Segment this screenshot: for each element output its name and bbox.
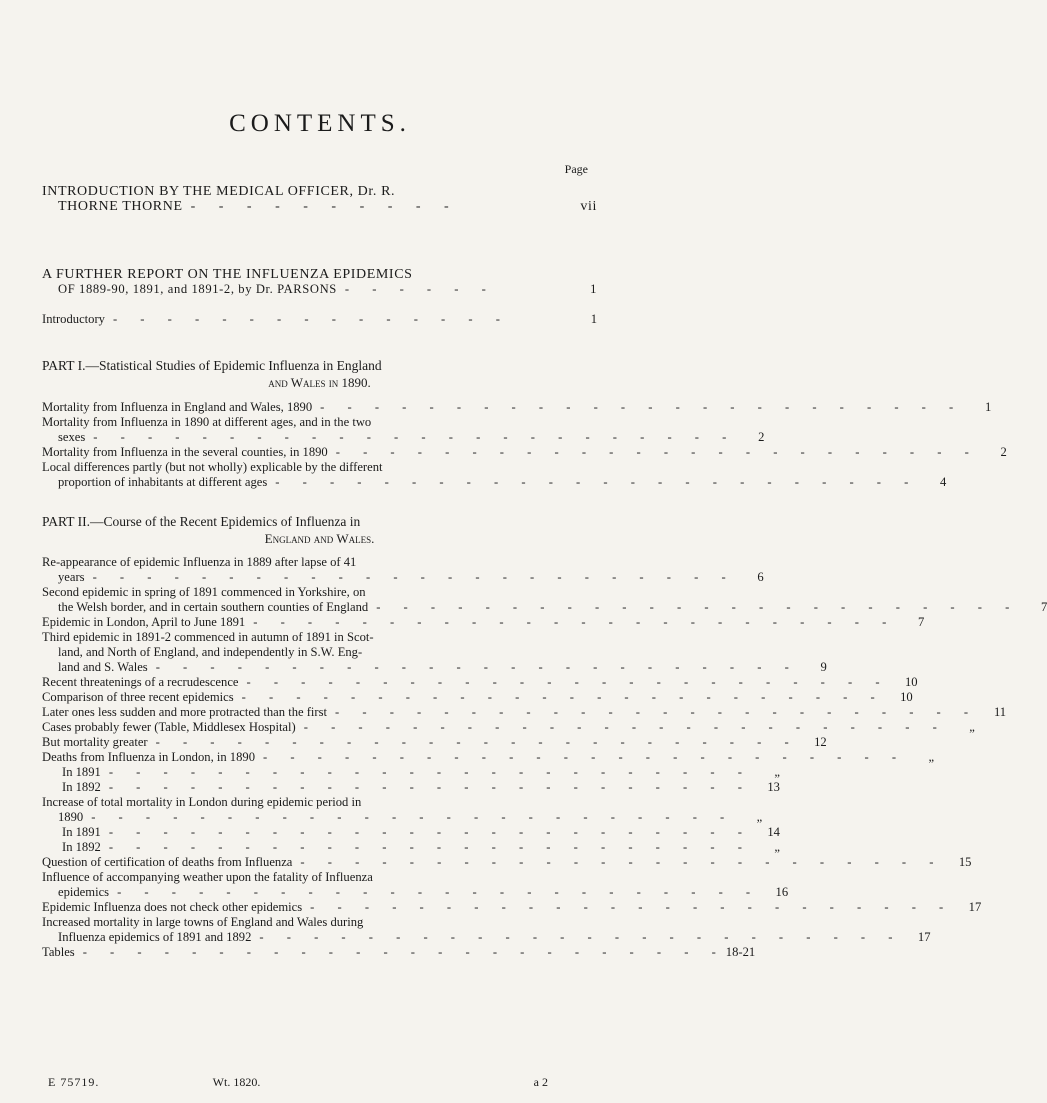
toc-entry-text: Second epidemic in spring of 1891 commenced in Yorkshire, on <box>42 585 366 599</box>
toc-entry-text: Cases probably fewer (Table, Middlesex Hospital) <box>42 720 296 734</box>
toc-entry-text: In 1892 <box>62 840 101 854</box>
toc-entry-text: In 1891 <box>62 825 101 839</box>
toc-entry-text: Mortality from Influenza in the several counties, in 1890 <box>42 445 328 459</box>
page-number: 4 <box>940 475 947 489</box>
leader-dots: - - - - - - - - - - - - - - - - - - - - - - - - <box>155 735 799 749</box>
toc-entry-text: Mortality from Influenza in England and Wales, 1890 <box>42 400 313 414</box>
toc-entry[interactable] <box>42 585 1047 615</box>
leader-dots: - - - - - - - - - - - - - - - - - - - - - - - - <box>93 430 737 444</box>
toc-entry-text: Epidemic Influenza does not check other epidemics <box>42 900 303 914</box>
leader-dots: - - - - - - - - - - - - - - - - - - - - - - - - <box>253 615 897 629</box>
page-title: CONTENTS. <box>229 110 411 137</box>
page-number: „ <box>969 720 975 734</box>
leader-dots: - - - - - - - - - - - - - - - <box>112 312 510 326</box>
toc-entry-text: Increased mortality in large towns of England and Wales during <box>42 915 364 929</box>
toc-entry-text: the Welsh border, and in certain southern counties of England <box>58 600 369 614</box>
page-number: 14 <box>767 825 780 839</box>
part2-subheading: England and Wales. <box>264 531 375 546</box>
part2-entries <box>42 555 1047 960</box>
intro-line1: INTRODUCTION BY THE MEDICAL OFFICER, Dr. R. <box>42 184 396 199</box>
part1-heading <box>42 357 597 391</box>
page-number: „ <box>756 810 763 824</box>
page-number: 2 <box>758 430 765 444</box>
footer-middle: Wt. 1820. <box>212 1075 261 1089</box>
leader-dots: - - - - - - - - - - - - - - - - - - - - - - - - <box>320 400 964 414</box>
leader-dots: - - - - - - - - - - - - - - - - - - - - - - - - <box>117 885 761 899</box>
toc-entry-introductory[interactable] <box>42 312 597 327</box>
page-number: vii <box>580 199 597 214</box>
toc-entry-introduction[interactable] <box>42 184 597 214</box>
leader-dots: - - - - - - - - - - - - - - - - - - - - - - - - <box>82 945 726 959</box>
toc-entry-text: Tables <box>42 945 75 959</box>
page-number: 1 <box>984 400 992 414</box>
toc-entry-text: Comparison of three recent epidemics <box>42 690 234 704</box>
page-footer <box>48 1075 548 1090</box>
page-number: 11 <box>993 705 1007 719</box>
page-number: 1 <box>590 282 597 296</box>
toc-entry[interactable] <box>42 765 780 780</box>
toc-entry-text: sexes <box>58 430 86 444</box>
leader-dots: - - - - - - - - - - - - - - - - - - - - - - - - <box>263 750 907 764</box>
toc-entry-text: proportion of inhabitants at different ages <box>58 475 268 489</box>
page-column-header: Page <box>564 162 588 176</box>
toc-entry[interactable] <box>42 855 972 870</box>
page-number: 1 <box>590 312 597 326</box>
leader-dots: - - - - - - - - - - - - - - - - - - - - - - - - <box>310 900 954 914</box>
page-number: „ <box>928 750 935 764</box>
toc-entry-text: 1890 <box>58 810 84 824</box>
footer-left: E 75719. <box>48 1075 100 1089</box>
leader-dots: - - - - - - - - - - - - - - - - - - - - - - - - <box>92 570 736 584</box>
toc-entry[interactable] <box>42 795 763 825</box>
page-number: 12 <box>814 735 827 749</box>
toc-entry[interactable] <box>42 415 765 445</box>
toc-entry-text: epidemics <box>58 885 110 899</box>
leader-dots: - - - - - - - - - - - - - - - - - - - - - - - - <box>108 840 752 854</box>
report-line1: A FURTHER REPORT ON THE INFLUENZA EPIDEMICS <box>42 267 413 282</box>
toc-entry[interactable] <box>42 780 780 795</box>
leader-dots: - - - - - - - - - - - - - - - - - - - - - - - - <box>108 780 752 794</box>
page-number: 15 <box>958 855 972 869</box>
intro-line2: THORNE THORNE <box>58 199 183 214</box>
toc-entry-text: years <box>58 570 85 584</box>
leader-dots: - - - - - - - - - - - - - - - - - - - - - - - - <box>259 930 903 944</box>
page-number: 18-21 <box>725 945 756 959</box>
toc-entry-text: land, and North of England, and independently in S.W. Eng- <box>58 645 363 659</box>
leader-dots: - - - - - - - - - - - - - - - - - - - - - - - - <box>275 475 919 489</box>
leader-dots: - - - - - - - - - - - - - - - - - - - - - - - - <box>108 765 752 779</box>
toc-entry[interactable] <box>42 825 780 840</box>
toc-entry[interactable] <box>42 915 931 945</box>
page-number: 6 <box>757 570 764 584</box>
toc-entry[interactable] <box>42 690 913 705</box>
page-number: „ <box>774 765 780 779</box>
toc-entry[interactable] <box>42 720 975 735</box>
toc-entry[interactable] <box>42 460 947 490</box>
leader-dots: - - - - - - - - - - - - - - - - - - - - - - - - <box>246 675 890 689</box>
toc-entry[interactable] <box>42 735 827 750</box>
toc-entry-text: Recent threatenings of a recrudescence <box>42 675 239 689</box>
page-number: 7 <box>1041 600 1047 614</box>
part2-heading-text: PART II.—Course of the Recent Epidemics of Influenza in <box>42 514 361 529</box>
toc-entry[interactable] <box>42 630 827 675</box>
leader-dots: - - - - - - - - - - - - - - - - - - - - - - - - <box>91 810 735 824</box>
toc-entry[interactable] <box>42 750 935 765</box>
footer-right: a 2 <box>533 1075 548 1089</box>
leader-dots: - - - - - - - - - - - - - - - - - - - - - - - - <box>241 690 885 704</box>
toc-entry[interactable] <box>42 870 789 900</box>
toc-entry-report[interactable] <box>42 267 597 297</box>
page-number: 10 <box>904 675 918 689</box>
toc-entry-text: Re-appearance of epidemic Influenza in 1889 after lapse of 41 <box>42 555 357 569</box>
toc-entry[interactable] <box>42 705 1007 720</box>
leader-dots: - - - - - - - - - - - - - - - - - - - - - - - - <box>303 720 947 734</box>
toc-entry-text: Later ones less sudden and more protracted than the first <box>42 705 328 719</box>
toc-entry-text: Influence of accompanying weather upon the fatality of Influenza <box>42 870 373 884</box>
toc-entry[interactable] <box>42 445 1007 460</box>
leader-dots: - - - - - - - - - - - - - - - - - - - - - - - - <box>155 660 799 674</box>
toc-entry[interactable] <box>42 400 992 415</box>
page-number: 9 <box>820 660 827 674</box>
part1-heading-text: PART I.—Statistical Studies of Epidemic Influenza in England <box>42 358 382 373</box>
toc-entry[interactable] <box>42 900 982 915</box>
leader-dots: - - - - - - - - - - - - - - - - - - - - - - - - <box>335 445 979 459</box>
part1-subheading: and Wales in 1890. <box>268 375 371 390</box>
leader-dots: - - - - - - - - - - <box>190 199 459 214</box>
leader-dots: - - - - - - - - - - - - - - - - - - - - - - - - <box>300 855 944 869</box>
leader-dots: - - - - - - <box>344 282 496 296</box>
leader-dots: - - - - - - - - - - - - - - - - - - - - - - - - <box>335 705 979 719</box>
toc-entry-text: In 1891 <box>62 765 101 779</box>
page-number: 10 <box>900 690 913 704</box>
page-number: 17 <box>968 900 982 914</box>
toc-entry-text: Question of certification of deaths from Influenza <box>42 855 293 869</box>
part2-heading <box>42 513 597 547</box>
toc-entry[interactable] <box>42 840 780 855</box>
toc-entry-text: Epidemic in London, April to June 1891 <box>42 615 246 629</box>
page-number: 7 <box>918 615 925 629</box>
toc-entry-text: Mortality from Influenza in 1890 at different ages, and in the two <box>42 415 372 429</box>
toc-entry-text: Local differences partly (but not wholly) explicable by the different <box>42 460 383 474</box>
page-number: 2 <box>1000 445 1007 459</box>
toc-entry-text: land and S. Wales <box>58 660 148 674</box>
toc-entry-text: But mortality greater <box>42 735 148 749</box>
page-number: 17 <box>917 930 931 944</box>
toc-entry[interactable] <box>42 555 764 585</box>
page-number: „ <box>774 840 780 854</box>
page-number: 13 <box>767 780 780 794</box>
part1-entries <box>42 400 1007 490</box>
toc-entry-text: Third epidemic in 1891-2 commenced in autumn of 1891 in Scot- <box>42 630 374 644</box>
introductory-text: Introductory <box>42 312 105 326</box>
page-number: 16 <box>775 885 789 899</box>
leader-dots: - - - - - - - - - - - - - - - - - - - - - - - - <box>376 600 1020 614</box>
toc-entry[interactable] <box>42 675 918 690</box>
toc-entry[interactable] <box>42 615 925 630</box>
toc-entry-text: Increase of total mortality in London during epidemic period in <box>42 795 362 809</box>
toc-entry-text: Deaths from Influenza in London, in 1890 <box>42 750 255 764</box>
toc-entry-text: In 1892 <box>62 780 101 794</box>
toc-entry-text: Influenza epidemics of 1891 and 1892 <box>58 930 252 944</box>
leader-dots: - - - - - - - - - - - - - - - - - - - - - - - - <box>108 825 752 839</box>
report-line2: OF 1889-90, 1891, and 1891-2, by Dr. PARSONS <box>58 282 337 296</box>
toc-entry[interactable] <box>42 945 756 960</box>
